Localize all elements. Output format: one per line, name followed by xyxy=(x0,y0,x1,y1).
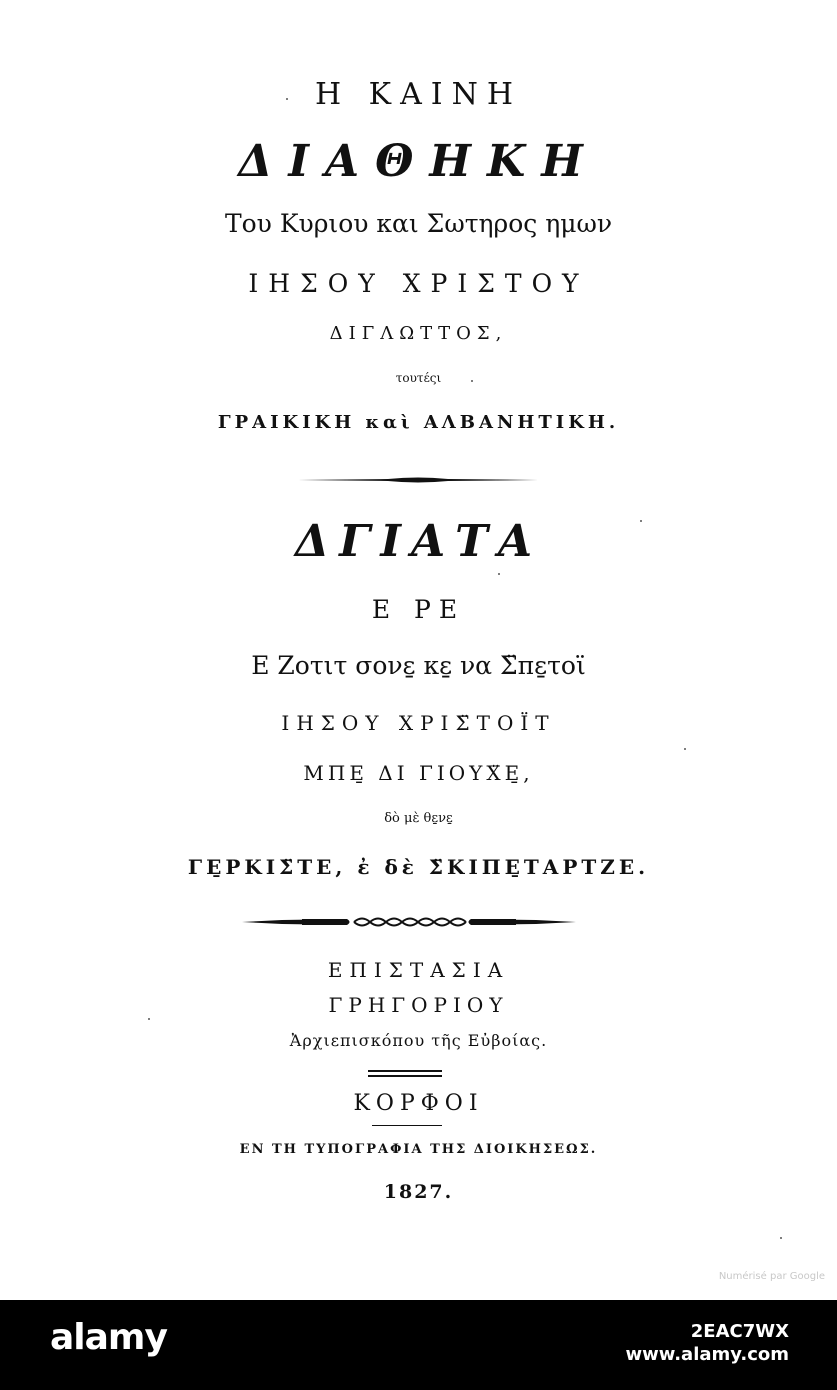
title-line-19: ΕΝ ΤΗ ΤΥΠΟΓΡΑΦΙΑ ΤΗΣ ΔΙΟΙΚΗΣΕΩΣ. xyxy=(239,1142,598,1157)
thin-rule xyxy=(372,1124,442,1127)
scan-attribution: Numérisé par Google xyxy=(718,1271,825,1282)
scan-speck xyxy=(684,748,686,750)
title-line-10: Ε Ζοτιτ σονε̱ κε̱ να Σ̈πε̱τοϊ xyxy=(251,651,586,680)
title-line-13: δὸ μὲ θε̱νε̱ xyxy=(384,811,453,826)
ornamental-rule-middle xyxy=(242,913,576,931)
title-line-2: ΔΙΑΘΗΚΗ xyxy=(238,136,599,187)
title-line-17: Ἀρχιεπισκόπου τῆς Εὐβοίας. xyxy=(289,1031,548,1050)
double-rule xyxy=(368,1069,442,1079)
scan-speck xyxy=(498,573,500,575)
scan-speck xyxy=(471,380,473,382)
title-line-14: ΓΕ̱ΡΚΙΣ̈ΤΕ, ἐ δὲ Σ̈ΚΙΠΕ̱ΤΑΡΤΖΕ. xyxy=(187,855,650,879)
scan-speck xyxy=(148,1018,150,1020)
title-line-4: ΙΗΣΟΥ ΧΡΙΣΤΟΥ xyxy=(248,269,589,298)
title-line-6: τουτέςι xyxy=(395,371,442,385)
scan-speck xyxy=(286,98,288,100)
ornamental-rule-top xyxy=(298,476,538,484)
title-line-5: ΔΙΓΛΩΤΤΟΣ, xyxy=(329,323,508,344)
scan-speck xyxy=(640,520,642,522)
title-line-12: ΜΠΕ̱ ΔΙ ΓΙΟΥΧ̈Ε̱, xyxy=(303,761,534,785)
title-line-9: Ε ΡΕ xyxy=(371,595,466,624)
scan-speck xyxy=(780,1237,782,1239)
image-id: 2EAC7WX xyxy=(690,1321,789,1342)
title-line-7: ΓΡΑΙΚΙΚΗ καὶ ΑΛΒΑΝΗΤΙΚΗ. xyxy=(217,412,620,433)
title-line-1: Η ΚΑΙΝΗ xyxy=(314,77,523,112)
title-line-11: ΙΗΣΟΥ ΧΡΙΣ̈ΤΟΪΤ xyxy=(281,711,556,735)
title-line-20: 1827. xyxy=(383,1181,454,1203)
title-line-3: Του Κυριου και Σωτηρος ημων xyxy=(224,209,613,238)
image-id-block xyxy=(625,1320,789,1367)
title-line-16: ΓΡΗΓΟΡΙΟΥ xyxy=(328,993,509,1017)
alamy-logo: alamy xyxy=(50,1317,167,1358)
site-url: www.alamy.com xyxy=(625,1344,789,1366)
title-line-15: ΕΠΙΣΤΑΣΙΑ xyxy=(327,958,510,982)
title-line-8: ΔΓΙΑΤΑ xyxy=(295,516,542,567)
title-line-18: ΚΟΡΦΟΙ xyxy=(353,1091,484,1116)
